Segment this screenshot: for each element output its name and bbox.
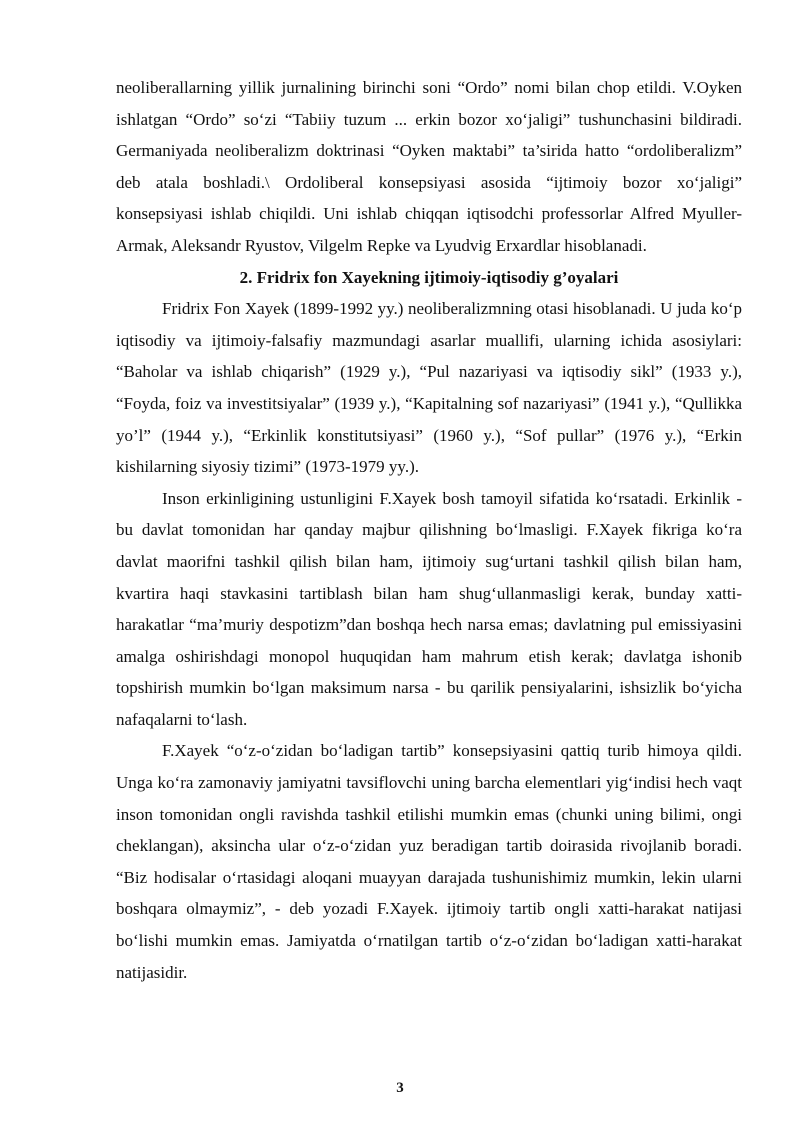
paragraph-ordo: neoliberallarning yillik jurnalining birinchi soni “Ordo” nomi bilan chop etildi. V.Oyken ishlatgan “Ordo” so‘zi “Tabiiy tuzum ... erkin bozor xo‘jaligi” tushunchasini bildiradi. Germaniyada neoliberalizm doktrinasi “Oyken maktabi” ta’sirida hatto “ordoliberalizm” deb atala boshladi.\ Ordoliberal konsepsiyasi asosida “ijtimoiy bozor xo‘jaligi” konsepsiyasi ishlab chiqildi. Uni ishlab chiqqan iqtisodchi professorlar Alfred Myuller-Armak, Aleksandr Ryustov, Vilgelm Repke va Lyudvig Erxardlar hisoblanadi. (116, 78, 742, 255)
document-page (116, 72, 742, 988)
section-heading: 2. Fridrix fon Xayekning ijtimoiy-iqtisodiy g’oyalari (239, 267, 619, 287)
paragraph-hayek-works: Fridrix Fon Xayek (1899-1992 yy.) neoliberalizmning otasi hisoblanadi. U juda ko‘p iqtisodiy va ijtimoiy-falsafiy mazmundagi asarlar muallifi, ularning ichida asosiylari: “Baholar va ishlab chiqarish” (1929 y.), “Pul nazariyasi va iqtisodiy sikl” (1933 y.), “Foyda, foiz va investitsiyalar” (1939 y.), “Kapitalning sof nazariyasi” (1941 y.), “Qullikka yo’l” (1944 y.), “Erkinlik konstitutsiyasi” (1960 y.), “Sof pullar” (1976 y.), “Erkin kishilarning siyosiy tizimi” (1973-1979 yy.). (116, 299, 742, 477)
paragraph-freedom: Inson erkinligining ustunligini F.Xayek bosh tamoyil sifatida ko‘rsatadi. Erkinlik - bu davlat tomonidan har qanday majbur qilishning bo‘lmasligi. F.Xayek fikriga ko‘ra davlat maorifni tashkil qilish bilan ham, ijtimoiy sug‘urtani tashkil qilish bilan ham, kvartira haqi stavkasini tartiblash bilan ham shug‘ullanmasligi kerak, bunday xatti-harakatlar “ma’muriy despotizm”dan boshqa hech narsa emas; davlatning pul emissiyasini amalga oshirishdagi monopol huquqidan ham mahrum etish kerak; davlatga ishonib topshirish mumkin bo‘lgan maksimum narsa - bu qarilik pensiyalarini, ishsizlik bo‘yicha nafaqalarni to‘lash. (116, 488, 742, 729)
page-number: 3 (396, 1080, 404, 1096)
paragraph-spontaneous-order: F.Xayek “o‘z-o‘zidan bo‘ladigan tartib” konsepsiyasini qattiq turib himoya qildi. Unga ko‘ra zamonaviy jamiyatni tavsiflovchi uning barcha elementlari yig‘indisi hech vaqt inson tomonidan ongli ravishda tashkil etilishi mumkin emas (chunki uning bilimi, ongi cheklangan), aksincha ular o‘z-o‘zidan yuz beradigan tartib doirasida rivojlanib boradi. “Biz hodisalar o‘rtasidagi aloqani muayyan darajada tushunishimiz mumkin, lekin ularni boshqara olmaymiz”, - deb yozadi F.Xayek. ijtimoiy tartib ongli xatti-harakat natijasi bo‘lishi mumkin emas. Jamiyatda o‘rnatilgan tartib o‘z-o‘zidan bo‘ladigan xatti-harakat natijasidir. (116, 741, 742, 982)
